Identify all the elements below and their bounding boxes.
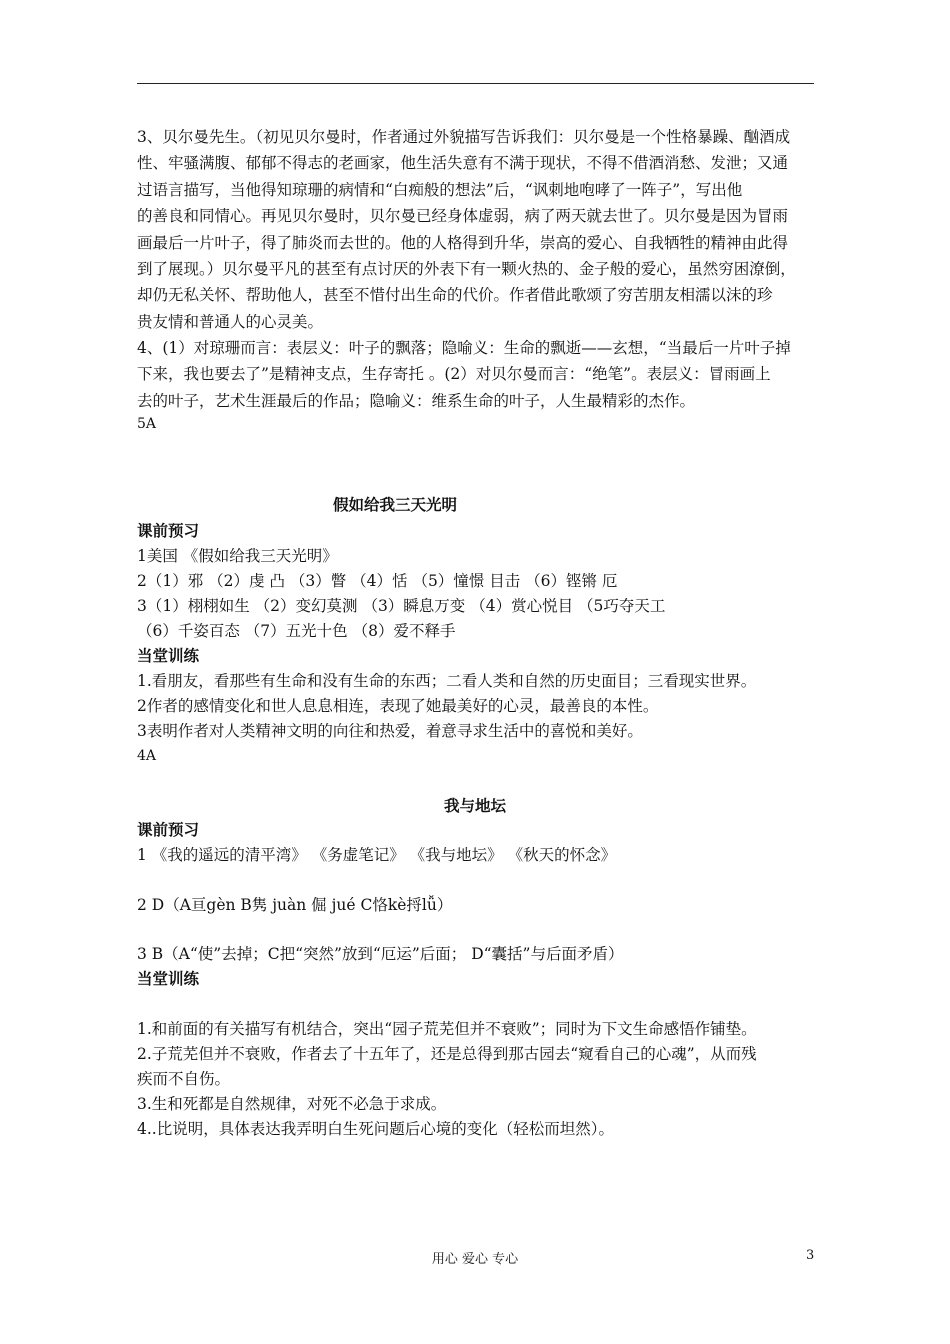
section2-preview-heading: 课前预习 [137,820,200,839]
section1-pre-line-3: 3（1）栩栩如生 （2）变幻莫测 （3）瞬息万变 （4）赏心悦目 （5巧夺天工 [137,597,666,615]
section2-training-heading: 当堂训练 [137,969,200,988]
section1-title: 假如给我三天光明 [332,495,457,514]
prev-line-1: 3、贝尔曼先生。（初见贝尔曼时，作者通过外貌描写告诉我们：贝尔曼是一个性格暴躁、酗酒成 [137,128,791,146]
section1-pre-line-4: （6）千姿百态 （7）五光十色 （8）爱不释手 [137,622,456,640]
header-rule [137,83,814,84]
prev-line-10: 下来，我也要去了”是精神支点，生存寄托 。(2）对贝尔曼而言：“绝笔”。表层义：冒雨画上 [137,365,771,383]
section2-pre-line-1: 1 《我的遥远的清平湾》 《务虚笔记》 《我与地坛》 《秋天的怀念》 [137,846,617,864]
prev-line-6: 到了展现。）贝尔曼平凡的甚至有点讨厌的外表下有一颗火热的、金子般的爱心，虽然穷困潦倒， [137,260,796,278]
section1-train-line-2: 2作者的感情变化和世人息息相连，表现了她最美好的心灵，最善良的本性。 [137,697,659,715]
page-number: 3 [806,1248,815,1263]
section1-preview-heading: 课前预习 [137,521,200,540]
prev-line-4: 的善良和同情心。再见贝尔曼时，贝尔曼已经身体虚弱，病了两天就去世了。贝尔曼是因为冒雨 [137,207,789,225]
section2-train-line-5: 4..比说明，具体表达我弄明白生死问题后心境的变化（轻松而坦然）。 [137,1120,614,1138]
prev-line-7: 却仍无私关怀、帮助他人，甚至不惜付出生命的代价。作者借此歌颂了穷苦朋友相濡以沫的珍 [137,286,773,304]
section2-train-line-4: 3.生和死都是自然规律，对死不必急于求成。 [137,1095,447,1113]
section2-pre-line-3: 3 B（A“使”去掉；C把“突然”放到“厄运”后面； D“囊括”与后面矛盾） [137,945,624,963]
section1-train-line-3: 3表明作者对人类精神文明的向往和热爱，着意寻求生活中的喜悦和美好。 [137,722,643,740]
section1-train-line-1: 1.看朋友，看那些有生命和没有生命的东西；二看人类和自然的历史面目；三看现实世界。 [137,672,757,690]
prev-line-2: 性、牢骚满腹、郁郁不得志的老画家，他生活失意有不满于现状，不得不借酒消愁、发泄；又通 [137,154,789,172]
section2-train-line-3: 疾而不自伤。 [137,1070,231,1088]
footer-text: 用心 爱心 专心 [431,1252,519,1267]
prev-line-9: 4、(1）对琼珊而言：表层义：叶子的飘落；隐喻义：生命的飘逝——玄想，“当最后一片叶子掉 [137,339,791,357]
section1-pre-line-1: 1美国 《假如给我三天光明》 [137,547,338,565]
section2-pre-line-2: 2 D（A亘gèn B隽 juàn 倔 jué C恪kè捋lǚ） [137,896,453,914]
section2-title: 我与地坛 [443,796,506,815]
prev-line-3: 过语言描写，当他得知琼珊的病情和“白痴般的想法”后，“讽刺地咆哮了一阵子”，写出他 [137,181,743,199]
section1-training-heading: 当堂训练 [137,646,200,665]
prev-line-5: 画最后一片叶子，得了肺炎而去世的。他的人格得到升华，崇高的爱心、自我牺牲的精神由此得 [137,234,789,252]
section2-train-line-1: 1.和前面的有关描写有机结合，突出“园子荒芜但并不衰败”；同时为下文生命感悟作铺垫。 [137,1020,757,1038]
prev-line-8: 贵友情和普通人的心灵美。 [137,313,324,331]
section1-pre-line-2: 2（1）邪 （2）虔 凸 （3）瞥 （4）恬 （5）憧憬 目击 （6）铿锵 厄 [137,572,618,590]
prev-line-11: 去的叶子，艺术生涯最后的作品；隐喻义：维系生命的叶子，人生最精彩的杰作。 [137,392,696,410]
prev-line-12: 5A [137,416,157,432]
section2-train-line-2: 2.子荒芜但并不衰败，作者去了十五年了，还是总得到那古园去“窥看自己的心魂”，从而残 [137,1045,757,1063]
section1-train-line-4: 4A [137,748,157,764]
